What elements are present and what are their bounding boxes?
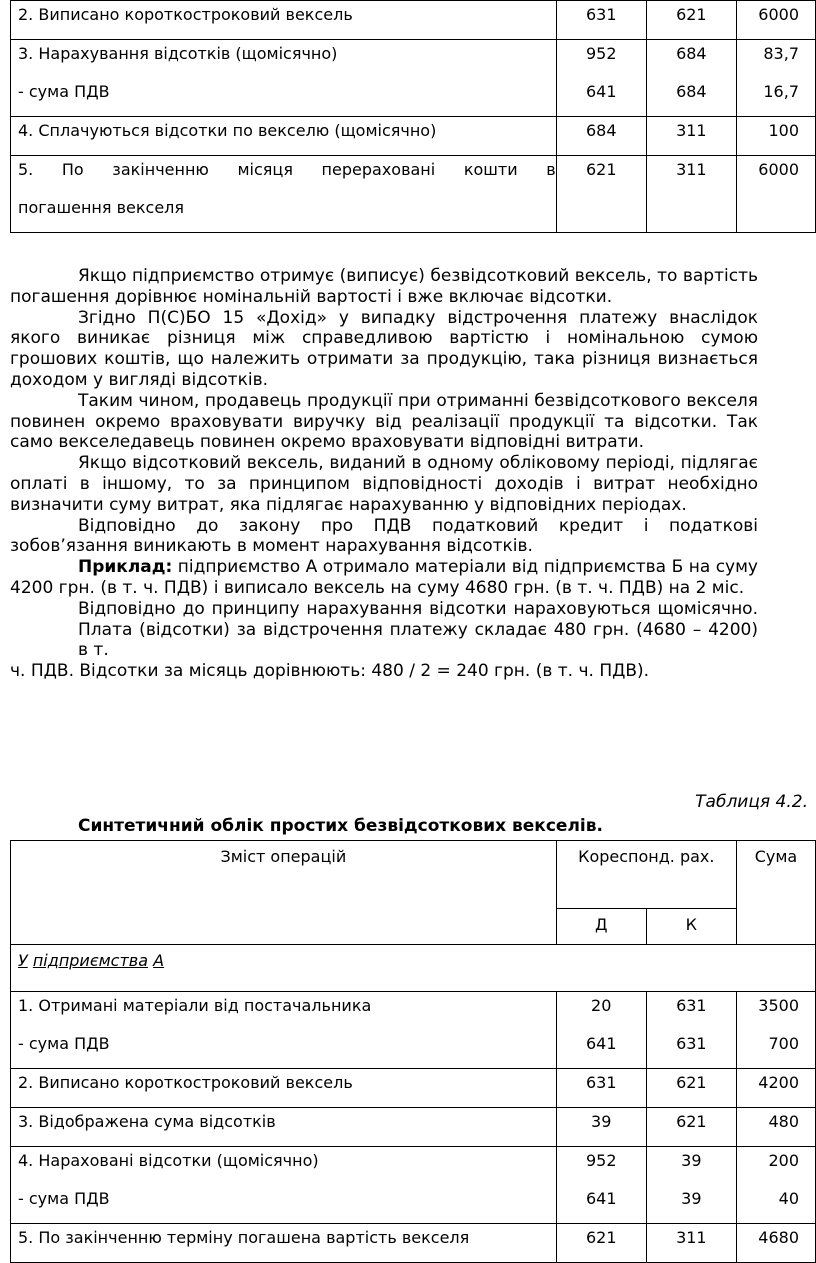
- cell-text: 621: [676, 1112, 707, 1131]
- body-text: [10, 266, 758, 682]
- cell-text: 480: [768, 1112, 799, 1131]
- header-debit: Д: [556, 909, 646, 945]
- table-row: [11, 156, 816, 233]
- table-row: [11, 992, 816, 1069]
- credit-cell: [646, 1, 736, 40]
- cell-text: - сума ПДВ: [18, 1034, 110, 1053]
- cell-text: 952: [585, 44, 617, 63]
- table-row: [11, 1108, 816, 1147]
- cell-text: 684: [585, 121, 617, 140]
- debit-cell: [556, 156, 646, 233]
- cell-text: 2. Виписано короткостроковий вексель: [18, 1073, 353, 1092]
- sum-cell: [736, 992, 815, 1069]
- debit-cell: [556, 40, 646, 117]
- debit-cell: [556, 117, 646, 156]
- operation-cell: [11, 1, 557, 40]
- section-suffix: А: [153, 951, 165, 970]
- debit-cell: [556, 1, 646, 40]
- cell-text: 641: [585, 1034, 617, 1053]
- cell-text: 621: [676, 1073, 707, 1092]
- section-middle: підприємства: [32, 951, 149, 970]
- cell-text: 39: [681, 1189, 702, 1208]
- cell-text: 83,7: [763, 44, 799, 63]
- operation-cell: [11, 1069, 557, 1108]
- section-prefix: У: [18, 951, 28, 970]
- cell-text: [647, 194, 736, 232]
- cell-text: 3500: [758, 996, 799, 1015]
- header-content: Зміст операцій: [11, 841, 557, 945]
- debit-cell: [556, 992, 646, 1069]
- cell-text: 39: [681, 1151, 702, 1170]
- debit-cell: [556, 1108, 646, 1147]
- header-credit: К: [646, 909, 736, 945]
- sum-cell: [736, 1069, 815, 1108]
- cell-text: 1. Отримані матеріали від постачальника: [18, 996, 372, 1015]
- paragraph: Відповідно до закону про ПДВ податковий кредит і податкові зобов’язання виникають в момент нарахування відсотків.: [10, 515, 758, 557]
- operation-cell: [11, 992, 557, 1069]
- operation-cell: [11, 40, 557, 117]
- cell-text: 5. По закінченню терміну погашена вартість векселя: [18, 1228, 470, 1247]
- credit-cell: [646, 1108, 736, 1147]
- cell-text: 621: [676, 5, 707, 24]
- section-label: [11, 945, 816, 992]
- paragraph: ч. ПДВ. Відсотки за місяць дорівнюють: 480 / 2 = 240 грн. (в т. ч. ПДВ).: [10, 661, 650, 682]
- example-text: підприємство А отримало матеріали від підприємства Б на суму 4200 грн. (в т. ч. ПДВ) і виписало вексель на суму 4680 грн. (в т. ч. ПДВ) на 2 міс.: [10, 557, 758, 598]
- cell-text: 621: [585, 1228, 617, 1247]
- sum-cell: [736, 1, 815, 40]
- table-row: [11, 1, 816, 40]
- section-row: [11, 945, 816, 992]
- table-row: [11, 40, 816, 117]
- table-row: [11, 1147, 816, 1224]
- cell-text: 100: [768, 121, 799, 140]
- header-correspondence: Кореспонд. рах.: [556, 841, 736, 909]
- table-row: [11, 1069, 816, 1108]
- debit-cell: [556, 1147, 646, 1224]
- debit-cell: [556, 1224, 646, 1263]
- cell-text: 4680: [758, 1228, 799, 1247]
- paragraph: Якщо відсотковий вексель, виданий в одному обліковому періоді, підлягає оплаті в іншому, то за принципом відповідності доходів і витрат необхідно визначити суму витрат, яка підлягає нарахуванню у відповідних періодах.: [10, 453, 758, 515]
- table-body: [11, 945, 816, 1263]
- cell-text: 2. Виписано короткостроковий вексель: [18, 5, 353, 24]
- cell-text: 5. По закінченню місяця перераховані кошти в: [18, 160, 556, 179]
- cell-text: 39: [591, 1112, 612, 1131]
- credit-cell: [646, 1224, 736, 1263]
- credit-cell: [646, 156, 736, 233]
- cell-text: [737, 194, 799, 232]
- cell-text: [557, 194, 646, 232]
- table-caption: Таблиця 4.2.: [695, 792, 808, 812]
- cell-text: 200: [768, 1151, 799, 1170]
- paragraph: Відповідно до принципу нарахування відсотки нараховуються щомісячно. Плата (відсотки) за відстрочення платежу складає 480 грн. (4680 – 4200) в т.: [78, 598, 758, 661]
- credit-cell: [646, 1147, 736, 1224]
- cell-text: 3. Нарахування відсотків (щомісячно): [18, 44, 338, 63]
- cell-text: 952: [585, 1151, 617, 1170]
- table-body: [11, 1, 816, 233]
- cell-text: 684: [676, 44, 707, 63]
- cell-text: 311: [676, 1228, 707, 1247]
- cell-text: 16,7: [763, 82, 799, 101]
- cell-text: 641: [585, 1189, 617, 1208]
- cell-text: 6000: [758, 5, 799, 24]
- cell-text: 3. Відображена сума відсотків: [18, 1112, 276, 1131]
- sum-cell: [736, 1224, 815, 1263]
- cell-text: 631: [585, 5, 617, 24]
- cell-text: 311: [676, 121, 707, 140]
- cell-text: 700: [768, 1034, 799, 1053]
- operation-cell: [11, 117, 557, 156]
- example-paragraph: [10, 557, 758, 599]
- cell-text: - сума ПДВ: [18, 82, 110, 101]
- cell-text: - сума ПДВ: [18, 1189, 110, 1208]
- cell-text: 4200: [758, 1073, 799, 1092]
- cell-text: 4. Сплачуються відсотки по векселю (щомісячно): [18, 121, 437, 140]
- paragraph: Таким чином, продавець продукції при отриманні безвідсоткового векселя повинен окремо враховувати виручку від реалізації продукції та відсотки. Так само векселедавець повинен окремо враховувати відповідні витрати.: [10, 390, 758, 453]
- table-row: [11, 117, 816, 156]
- credit-cell: [646, 992, 736, 1069]
- header-row: [11, 841, 816, 909]
- credit-cell: [646, 40, 736, 117]
- cell-text: 631: [676, 996, 707, 1015]
- operation-cell: [11, 156, 557, 233]
- cell-text: 631: [585, 1073, 617, 1092]
- table-row: [11, 1224, 816, 1263]
- cell-text: 20: [591, 996, 612, 1015]
- cell-text: 641: [585, 82, 617, 101]
- journal-table-continued: [10, 0, 816, 233]
- operation-cell: [11, 1147, 557, 1224]
- operation-cell: [11, 1224, 557, 1263]
- sum-cell: [736, 1147, 815, 1224]
- cell-text: 621: [585, 160, 617, 179]
- table-title: Синтетичний облік простих безвідсоткових векселів.: [78, 816, 603, 836]
- paragraph: Якщо підприємство отримує (виписує) безвідсотковий вексель, то вартість погашення дорівнює номінальній вартості і вже включає відсотки.: [10, 266, 758, 307]
- cell-text: 631: [676, 1034, 707, 1053]
- cell-text: погашення векселя: [18, 198, 185, 217]
- example-label: Приклад:: [78, 557, 173, 578]
- cell-text: 684: [676, 82, 707, 101]
- credit-cell: [646, 1069, 736, 1108]
- sum-cell: [736, 117, 815, 156]
- sum-cell: [736, 40, 815, 117]
- cell-text: 40: [778, 1189, 799, 1208]
- sum-cell: [736, 156, 815, 233]
- sum-cell: [736, 1108, 815, 1147]
- cell-text: 6000: [758, 160, 799, 179]
- header-sum: Сума: [736, 841, 815, 945]
- operation-cell: [11, 1108, 557, 1147]
- paragraph: Згідно П(С)БО 15 «Дохід» у випадку відстрочення платежу внаслідок якого виникає різниця між справедливою вартістю і номінальною сумою грошових коштів, що належить отримати за продукцію, така різниця визнається доходом у вигляді відсотків.: [10, 307, 758, 390]
- credit-cell: [646, 117, 736, 156]
- cell-text: 4. Нараховані відсотки (щомісячно): [18, 1151, 319, 1170]
- cell-text: 311: [676, 160, 707, 179]
- debit-cell: [556, 1069, 646, 1108]
- synthetic-accounting-table: [10, 840, 816, 1263]
